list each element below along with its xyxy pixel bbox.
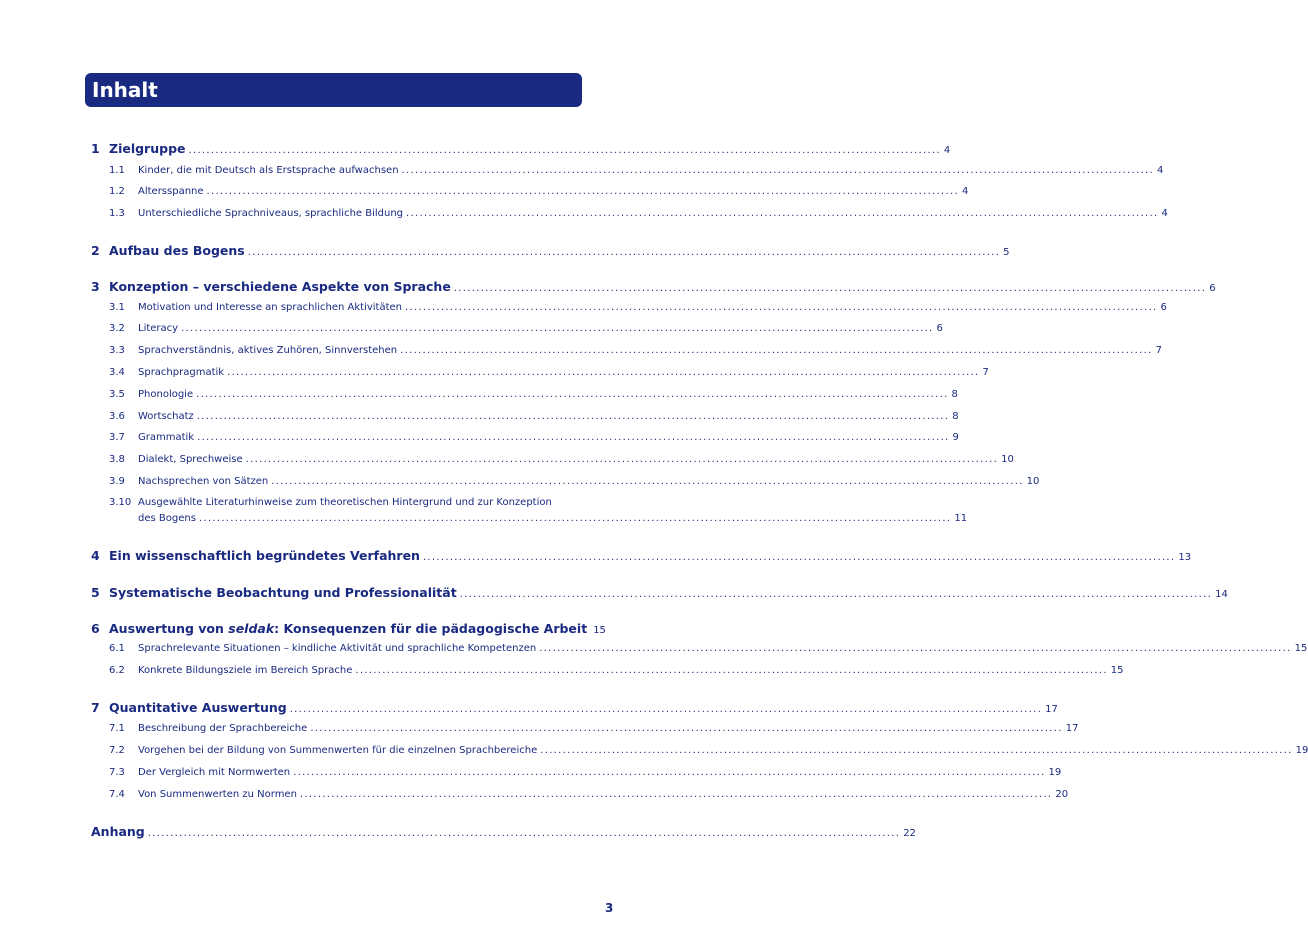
toc-entry-title: Dialekt, Sprechweise: [138, 454, 243, 465]
toc-entry-title: Phonologie: [138, 389, 194, 400]
toc-entry-title-part: Auswertung von: [109, 621, 229, 636]
toc-dot-leader: ........................................................................................................................................................................: [147, 828, 901, 839]
toc-entry-number: 3.7: [109, 432, 125, 443]
toc-entry-3-9[interactable]: [91, 476, 1040, 487]
toc-entry-3-5[interactable]: [91, 389, 958, 400]
toc-entry-1-3[interactable]: [91, 208, 1168, 219]
toc-entry-3-10-continuation[interactable]: [138, 513, 968, 524]
toc-dot-leader: ........................................................................................................................................................................: [405, 302, 1158, 313]
toc-dot-leader: ........................................................................................................................................................................: [293, 767, 1046, 778]
toc-entry-title: Ein wissenschaftlich begründetes Verfahren: [109, 548, 420, 563]
toc-dot-leader: ........................................................................................................................................................................: [188, 145, 941, 156]
toc-entry-page: 4: [1156, 165, 1164, 176]
toc-entry-7-4[interactable]: [91, 789, 1069, 800]
toc-entry-3-4[interactable]: [91, 367, 989, 378]
toc-entry-page: 5: [1003, 247, 1010, 258]
toc-entry-3-8[interactable]: [91, 454, 1014, 465]
toc-entry-1-2[interactable]: [91, 186, 969, 197]
toc-entry-7-3[interactable]: [91, 767, 1062, 778]
toc-entry-6-1[interactable]: [91, 643, 1308, 654]
toc-entry-number: 1.2: [109, 186, 125, 197]
toc-entry-anhang[interactable]: [91, 824, 916, 839]
toc-entry-page: 15: [1294, 643, 1308, 654]
toc-entry-number: 2: [91, 243, 100, 258]
toc-entry-number: 3.6: [109, 411, 125, 422]
toc-dot-leader: ........................................................................................................................................................................: [299, 789, 1053, 800]
toc-entry-page: 7: [1155, 345, 1162, 356]
toc-entry-page: 17: [1045, 704, 1058, 715]
toc-entry-3-2[interactable]: [91, 323, 943, 334]
toc-entry-title: Vorgehen bei der Bildung von Summenwerten für die einzelnen Sprachbereiche: [138, 745, 538, 756]
toc-dot-leader: ........................................................................................................................................................................: [245, 454, 999, 465]
toc-entry-title: Sprachverständnis, aktives Zuhören, Sinnverstehen: [138, 345, 398, 356]
toc-entry-number: 6: [91, 621, 100, 636]
toc-entry-number: 3.4: [109, 367, 125, 378]
toc-entry-number: 3.10: [109, 497, 132, 508]
toc-entry-5[interactable]: [91, 585, 1228, 600]
toc-entry-title: [109, 621, 587, 636]
toc-dot-leader: ........................................................................................................................................................................: [271, 476, 1024, 487]
page-number: 3: [605, 901, 614, 915]
toc-entry-title: Kinder, die mit Deutsch als Erstsprache aufwachsen: [138, 165, 399, 176]
toc-dot-leader: ........................................................................................................................................................................: [539, 643, 1292, 654]
toc-dot-leader: ........................................................................................................................................................................: [540, 745, 1293, 756]
toc-entry-page: 15: [1110, 665, 1124, 676]
toc-entry-page: 6: [1160, 302, 1167, 313]
toc-dot-leader: ........................................................................................................................................................................: [422, 552, 1176, 563]
toc-dot-leader: ........................................................................................................................................................................: [310, 723, 1063, 734]
toc-entry-7-2[interactable]: [91, 745, 1308, 756]
toc-dot-leader: ........................................................................................................................................................................: [401, 165, 1154, 176]
toc-dot-leader: ........................................................................................................................................................................: [247, 247, 1001, 258]
toc-entry-title: Systematische Beobachtung und Professionalität: [109, 585, 457, 600]
toc-dot-leader: ........................................................................................................................................................................: [181, 323, 934, 334]
toc-entry-title: Altersspanne: [138, 186, 204, 197]
toc-entry-page: 19: [1048, 767, 1062, 778]
toc-entry-page: 20: [1055, 789, 1069, 800]
toc-entry-title: Von Summenwerten zu Normen: [138, 789, 297, 800]
toc-entry-page: 10: [1001, 454, 1014, 465]
toc-entry-7-1[interactable]: [91, 723, 1079, 734]
toc-entry-7[interactable]: [91, 700, 1058, 715]
toc-entry-title: Konkrete Bildungsziele im Bereich Sprache: [138, 665, 353, 676]
toc-dot-leader: ........................................................................................................................................................................: [453, 283, 1207, 294]
toc-entry-3-3[interactable]: [91, 345, 1162, 356]
toc-dot-leader: ........................................................................................................................................................................: [196, 389, 949, 400]
toc-entry-number: 4: [91, 548, 100, 563]
toc-entry-title: Konzeption – verschiedene Aspekte von Sprache: [109, 279, 451, 294]
toc-entry-number: 6.2: [109, 665, 125, 676]
toc-dot-leader: ........................................................................................................................................................................: [400, 345, 1153, 356]
toc-entry-title: Sprachrelevante Situationen – kindliche Aktivität und sprachliche Kompetenzen: [138, 643, 537, 654]
toc-entry-page: 14: [1215, 589, 1228, 600]
toc-entry-title: Der Vergleich mit Normwerten: [138, 767, 291, 778]
toc-entry-page: 6: [936, 323, 943, 334]
toc-entry-title-emphasis: seldak: [228, 621, 275, 636]
toc-entry-page: 4: [1161, 208, 1168, 219]
toc-entry-number: 3.9: [109, 476, 125, 487]
toc-entry-title: Zielgruppe: [109, 141, 186, 156]
toc-dot-leader: ........................................................................................................................................................................: [227, 367, 980, 378]
toc-dot-leader: ........................................................................................................................................................................: [206, 186, 959, 197]
toc-entry-page: 4: [943, 145, 951, 156]
toc-entry-3-6[interactable]: [91, 411, 959, 422]
toc-heading: Inhalt: [92, 78, 158, 102]
toc-entry-title: Beschreibung der Sprachbereiche: [138, 723, 308, 734]
toc-entry-title: Anhang: [91, 824, 145, 839]
toc-entry-number: 3.2: [109, 323, 125, 334]
toc-entry-number: 7.4: [109, 789, 125, 800]
toc-entry-number: 3: [91, 279, 100, 294]
toc-entry-title: Nachsprechen von Sätzen: [138, 476, 269, 487]
toc-entry-number: 1.1: [109, 165, 125, 176]
toc-entry-page: 15: [593, 625, 606, 636]
toc-entry-4[interactable]: [91, 548, 1192, 563]
toc-entry-number: 7: [91, 700, 100, 715]
toc-entry-page: 17: [1065, 723, 1079, 734]
toc-entry-number: 7.2: [109, 745, 125, 756]
toc-dot-leader: ........................................................................................................................................................................: [289, 704, 1043, 715]
toc-entry-page: 11: [954, 513, 968, 524]
toc-entry-title: Literacy: [138, 323, 179, 334]
toc-entry-3[interactable]: [91, 279, 1216, 294]
toc-entry-page: 7: [982, 367, 989, 378]
toc-entry-page: 8: [951, 389, 958, 400]
toc-entry-3-1[interactable]: [91, 302, 1167, 313]
toc-entry-number: 6.1: [109, 643, 125, 654]
toc-entry-page: 10: [1026, 476, 1040, 487]
toc-entry-page: 13: [1178, 552, 1192, 563]
toc-entry-page: 22: [903, 828, 916, 839]
toc-entry-title: Ausgewählte Literaturhinweise zum theoretischen Hintergrund und zur Konzeption: [138, 497, 552, 508]
toc-dot-leader: ........................................................................................................................................................................: [459, 589, 1213, 600]
toc-entry-title: Wortschatz: [138, 411, 194, 422]
toc-entry-title: Unterschiedliche Sprachniveaus, sprachliche Bildung: [138, 208, 404, 219]
toc-entry-number: 7.3: [109, 767, 125, 778]
toc-entry-1-1[interactable]: [91, 165, 1164, 176]
toc-entry-page: 6: [1209, 283, 1216, 294]
toc-entry-number: 3.1: [109, 302, 125, 313]
toc-entry-title: Grammatik: [138, 432, 195, 443]
toc-entry-page: 8: [952, 411, 959, 422]
toc-entry-title-continuation: des Bogens: [138, 513, 196, 524]
toc-entry-6-2[interactable]: [91, 665, 1124, 676]
toc-entry-number: 3.8: [109, 454, 125, 465]
toc-dot-leader: ........................................................................................................................................................................: [406, 208, 1159, 219]
toc-entry-title: Quantitative Auswertung: [109, 700, 287, 715]
toc-entry-page: 4: [961, 186, 969, 197]
toc-entry-page: 19: [1295, 745, 1308, 756]
toc-entry-1[interactable]: [91, 141, 951, 156]
toc-header-bar: [85, 73, 582, 107]
toc-entry-title: Motivation und Interesse an sprachlichen Aktivitäten: [138, 302, 403, 313]
toc-entry-2[interactable]: [91, 243, 1010, 258]
toc-entry-title: Aufbau des Bogens: [109, 243, 245, 258]
toc-entry-title-part: : Konsequenzen für die pädagogische Arbeit: [274, 621, 588, 636]
toc-dot-leader: ........................................................................................................................................................................: [196, 411, 950, 422]
toc-entry-6[interactable]: [91, 621, 606, 636]
toc-dot-leader: ........................................................................................................................................................................: [198, 513, 952, 524]
toc-dot-leader: ........................................................................................................................................................................: [197, 432, 950, 443]
toc-entry-number: 3.5: [109, 389, 125, 400]
toc-entry-number: 3.3: [109, 345, 125, 356]
toc-entry-number: 7.1: [109, 723, 125, 734]
toc-entry-3-7[interactable]: [91, 432, 959, 443]
toc-dot-leader: ........................................................................................................................................................................: [355, 665, 1108, 676]
toc-entry-number: 1.3: [109, 208, 125, 219]
toc-entry-number: 5: [91, 585, 100, 600]
toc-entry-page: 9: [952, 432, 959, 443]
toc-entry-3-10[interactable]: [91, 497, 573, 508]
toc-entry-number: 1: [91, 141, 100, 156]
toc-entry-title: Sprachpragmatik: [138, 367, 225, 378]
